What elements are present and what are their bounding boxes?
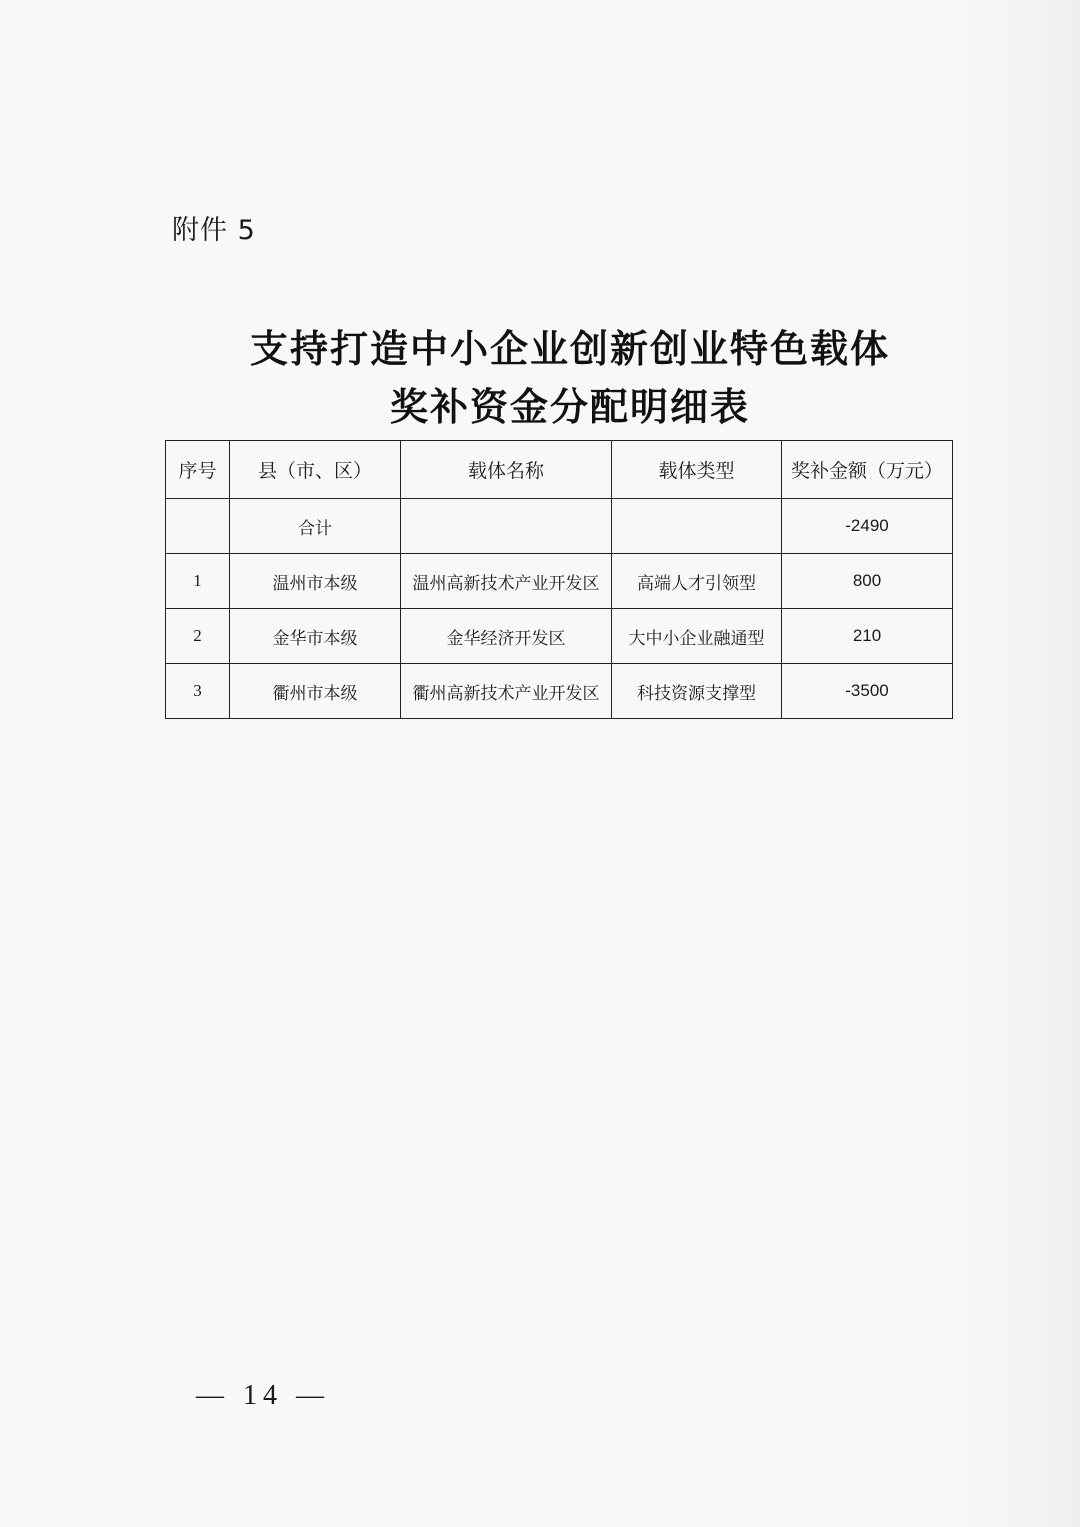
row-carrier-name: 衢州高新技术产业开发区	[401, 664, 612, 719]
row-index: 1	[166, 554, 230, 609]
table-total-row	[166, 499, 953, 554]
row-amount: 800	[782, 554, 953, 609]
total-carrier-type-cell	[612, 499, 782, 554]
header-index: 序号	[166, 441, 230, 499]
header-carrier-name: 载体名称	[401, 441, 612, 499]
table-header-row	[166, 441, 953, 499]
row-carrier-type: 大中小企业融通型	[612, 609, 782, 664]
row-amount: 210	[782, 609, 953, 664]
total-carrier-name-cell	[401, 499, 612, 554]
attachment-label: 附件 5	[172, 215, 256, 246]
row-carrier-type: 科技资源支撑型	[612, 664, 782, 719]
header-county: 县（市、区）	[230, 441, 401, 499]
page-number: — 14 —	[196, 1380, 330, 1411]
total-amount: -2490	[782, 499, 953, 554]
header-amount: 奖补金额（万元）	[782, 441, 953, 499]
total-label: 合计	[230, 499, 401, 554]
document-title-line2: 奖补资金分配明细表	[389, 384, 750, 429]
row-index: 3	[166, 664, 230, 719]
table-row	[166, 554, 953, 609]
row-amount: -3500	[782, 664, 953, 719]
table-row	[166, 664, 953, 719]
row-carrier-type: 高端人才引领型	[612, 554, 782, 609]
header-carrier-type: 载体类型	[612, 441, 782, 499]
row-county: 金华市本级	[230, 609, 401, 664]
row-county: 衢州市本级	[230, 664, 401, 719]
row-index: 2	[166, 609, 230, 664]
document-title-line1: 支持打造中小企业创新创业特色载体	[249, 326, 890, 371]
row-county: 温州市本级	[230, 554, 401, 609]
allocation-table	[165, 440, 953, 719]
table-row	[166, 609, 953, 664]
row-carrier-name: 金华经济开发区	[401, 609, 612, 664]
row-carrier-name: 温州高新技术产业开发区	[401, 554, 612, 609]
total-index-cell	[166, 499, 230, 554]
